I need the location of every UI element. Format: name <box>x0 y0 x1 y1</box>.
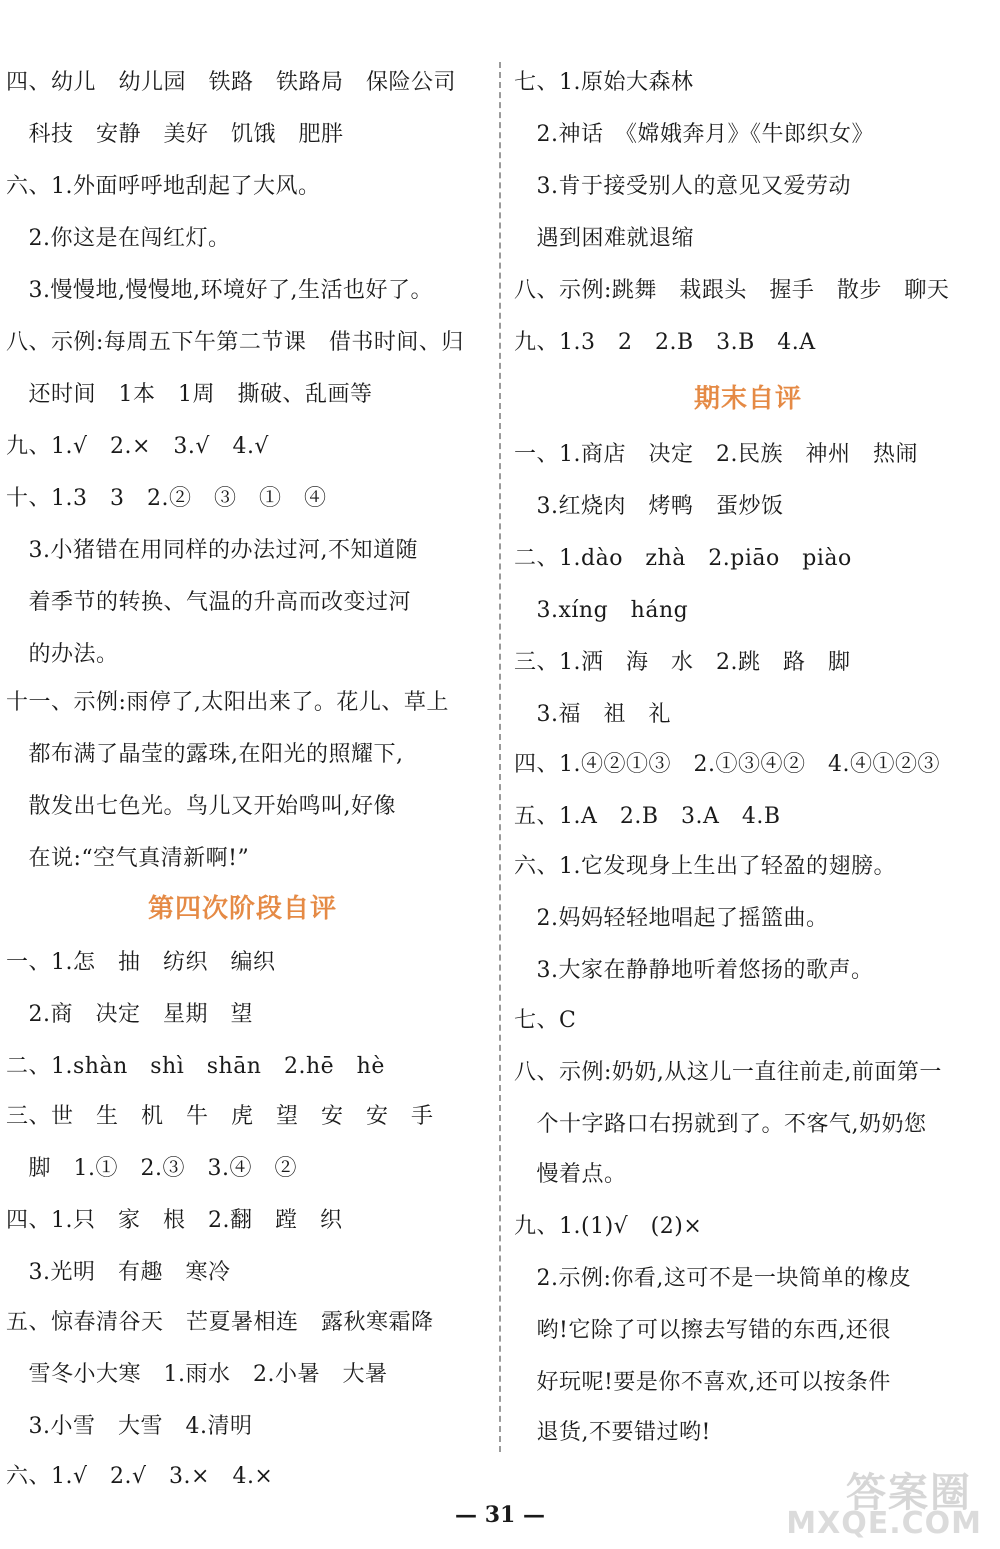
answer-line: 三、1.洒 海 水 2.跳 路 脚 <box>514 650 851 675</box>
answer-line: 3.红烧肉 烤鸭 蛋炒饭 <box>514 494 784 519</box>
answer-line: 退货,不要错过哟! <box>514 1420 711 1445</box>
answer-line: 好玩呢!要是你不喜欢,还可以按条件 <box>514 1370 891 1395</box>
answer-line: 个十字路口右拐就到了。不客气,奶奶您 <box>514 1112 927 1137</box>
answer-line: 2.神话 《嫦娥奔月》《牛郎织女》 <box>514 122 874 147</box>
answer-line: 六、1.√ 2.√ 3.× 4.× <box>6 1464 274 1489</box>
answer-line: 3.小猪错在用同样的办法过河,不知道随 <box>6 538 418 563</box>
answer-line: 十、1.3 3 2.② ③ ① ④ <box>6 486 327 511</box>
answer-line: 2.妈妈轻轻地唱起了摇篮曲。 <box>514 906 829 931</box>
answer-line: 3.xíng háng <box>514 598 689 623</box>
answer-line: 二、1.dào zhà 2.piāo piào <box>514 546 852 571</box>
answer-line: 都布满了晶莹的露珠,在阳光的照耀下, <box>6 742 404 767</box>
answer-line: 六、1.外面呼呼地刮起了大风。 <box>6 174 321 199</box>
answer-line: 八、示例:跳舞 栽跟头 握手 散步 聊天 <box>514 278 950 303</box>
section-heading: 第四次阶段自评 <box>148 894 338 924</box>
answer-line: 2.你这是在闯红灯。 <box>6 226 231 251</box>
answer-line: 四、1.④②①③ 2.①③④② 4.④①②③ <box>514 752 940 777</box>
answer-line: 3.慢慢地,慢慢地,环境好了,生活也好了。 <box>6 278 433 303</box>
answer-line: 九、1.(1)√ (2)× <box>514 1214 703 1239</box>
page-number: — 31 — <box>455 1502 545 1528</box>
answer-line: 二、1.shàn shì shān 2.hē hè <box>6 1054 385 1079</box>
answer-line: 3.大家在静静地听着悠扬的歌声。 <box>514 958 874 983</box>
answer-line: 2.商 决定 星期 望 <box>6 1002 253 1027</box>
answer-line: 在说:“空气真清新啊!” <box>6 846 250 871</box>
answer-line: 一、1.怎 抽 纺织 编织 <box>6 950 276 975</box>
watermark-url: MXQE.COM <box>786 1506 982 1541</box>
answer-line: 四、1.只 家 根 2.翻 蹚 织 <box>6 1208 343 1233</box>
answer-line: 五、惊春清谷天 芒夏暑相连 露秋寒霜降 <box>6 1310 434 1335</box>
answer-line: 哟!它除了可以擦去写错的东西,还很 <box>514 1318 891 1343</box>
answer-line: 3.小雪 大雪 4.清明 <box>6 1414 253 1439</box>
answer-line: 散发出七色光。鸟儿又开始鸣叫,好像 <box>6 794 396 819</box>
answer-line: 九、1.√ 2.× 3.√ 4.√ <box>6 434 269 459</box>
answer-line: 2.示例:你看,这可不是一块简单的橡皮 <box>514 1266 912 1291</box>
answer-line: 着季节的转换、气温的升高而改变过河 <box>6 590 412 615</box>
answer-line: 3.肯于接受别人的意见又爱劳动 <box>514 174 851 199</box>
answer-line: 六、1.它发现身上生出了轻盈的翅膀。 <box>514 854 896 879</box>
answer-line: 十一、示例:雨停了,太阳出来了。花儿、草上 <box>6 690 449 715</box>
answer-line: 一、1.商店 决定 2.民族 神州 热闹 <box>514 442 918 467</box>
answer-line: 遇到困难就退缩 <box>514 226 695 251</box>
answer-line: 3.福 祖 礼 <box>514 702 671 727</box>
answer-line: 七、C <box>514 1008 577 1033</box>
answer-line: 3.光明 有趣 寒冷 <box>6 1260 231 1285</box>
answer-line: 四、幼儿 幼儿园 铁路 铁路局 保险公司 <box>6 70 457 95</box>
answer-line: 三、世 生 机 牛 虎 望 安 安 手 <box>6 1104 434 1129</box>
answer-line: 科技 安静 美好 饥饿 肥胖 <box>6 122 344 147</box>
column-divider <box>499 62 501 1452</box>
answer-line: 雪冬小大寒 1.雨水 2.小暑 大暑 <box>6 1362 388 1387</box>
answer-line: 五、1.A 2.B 3.A 4.B <box>514 804 781 829</box>
watermark <box>782 1461 982 1541</box>
section-heading: 期末自评 <box>694 384 803 414</box>
answer-line: 七、1.原始大森林 <box>514 70 694 95</box>
answer-line: 八、示例:每周五下午第二节课 借书时间、归 <box>6 330 464 355</box>
watermark-logo: 答案圈 <box>846 1470 972 1516</box>
answer-line: 九、1.3 2 2.B 3.B 4.A <box>514 330 816 355</box>
answer-line: 脚 1.① 2.③ 3.④ ② <box>6 1156 297 1181</box>
answer-line: 还时间 1本 1周 撕破、乱画等 <box>6 382 373 407</box>
answer-line: 慢着点。 <box>514 1162 627 1187</box>
answer-line: 的办法。 <box>6 642 119 667</box>
answer-line: 八、示例:奶奶,从这儿一直往前走,前面第一 <box>514 1060 942 1085</box>
